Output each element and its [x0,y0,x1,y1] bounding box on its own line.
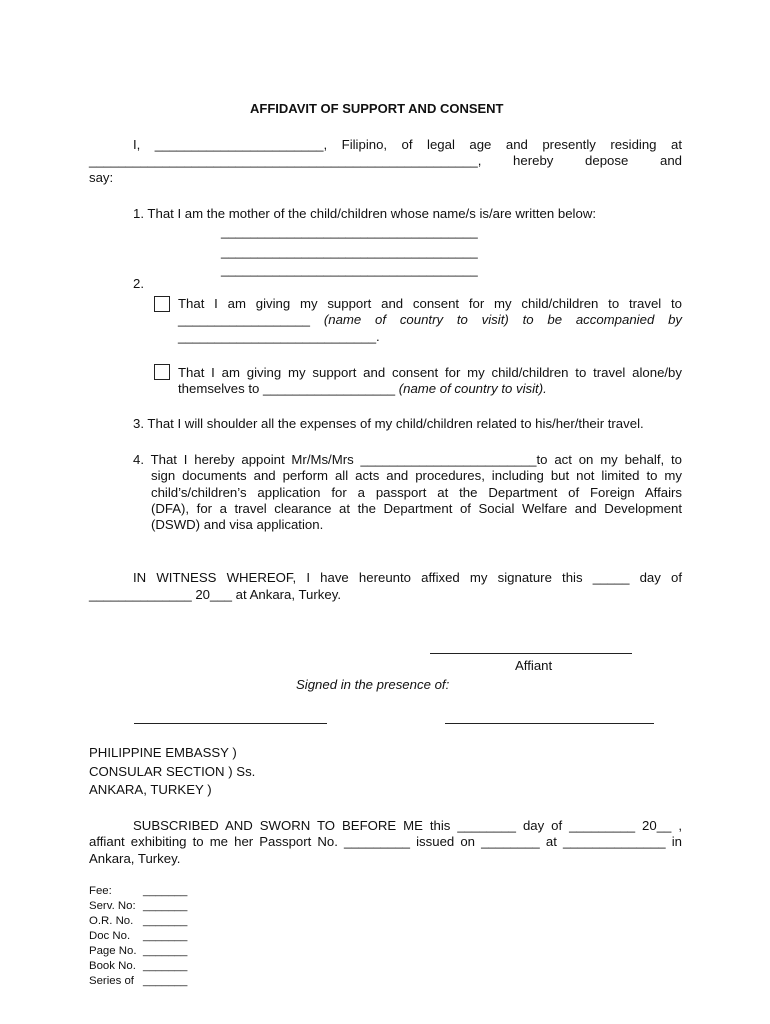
series-blank: _______ [143,975,188,987]
serv-no-blank: _______ [143,900,188,912]
jurat-line-3: Ankara, Turkey. [89,851,181,866]
item-4-line-1: 4. That I hereby appoint Mr/Ms/Mrs ________________________to act on my behalf, to [133,452,682,467]
option-a-line-2 [178,312,682,328]
option-a-line-1: That I am giving my support and consent for my child/children to travel to [178,296,682,311]
jurat-line-1: SUBSCRIBED AND SWORN TO BEFORE ME this ________ day of _________ 20__ , [133,818,682,833]
option-a-line-3: ___________________________. [178,329,380,344]
item-1-text: 1. That I am the mother of the child/children whose name/s is/are written below: [133,206,597,221]
option-b-line-2 [178,381,547,397]
page-no-label: Page No. [89,945,137,957]
intro-line-3: say: [89,170,114,185]
serv-no-label: Serv. No: [89,900,136,912]
or-no-label: O.R. No. [89,915,134,927]
affiant-label: Affiant [515,658,553,673]
jurat-line-2: affiant exhibiting to me her Passport No. _________ issued on ________ at ______________ in [89,834,682,849]
option-a-country-blank: __________________ [178,312,311,327]
page-no-blank: _______ [143,945,188,957]
fee-label: Fee: [89,885,112,897]
doc-no-label: Doc No. [89,930,131,942]
book-no-blank: _______ [143,960,188,972]
witness-line-2: ______________ 20___ at Ankara, Turkey. [89,587,341,602]
venue-line-1: PHILIPPINE EMBASSY ) [89,745,237,760]
witness-signature-line-1 [134,723,327,724]
item-4-line-5: (DSWD) and visa application. [151,517,324,532]
presence-label: Signed in the presence of: [296,677,450,692]
document-title: AFFIDAVIT OF SUPPORT AND CONSENT [250,101,504,116]
child-name-blank-3: ___________________________________ [221,262,478,277]
fee-blank: _______ [143,885,188,897]
affiant-signature-line [430,653,632,654]
or-no-blank: _______ [143,915,188,927]
venue-line-3: ANKARA, TURKEY ) [89,782,212,797]
alone-checkbox[interactable] [154,364,170,380]
series-label: Series of [89,975,134,987]
item-3-text: 3. That I will shoulder all the expenses of my child/children related to his/her/their travel. [133,416,644,431]
accompanied-checkbox[interactable] [154,296,170,312]
item-4-line-2: sign documents and perform all acts and procedures, including but not limited to my [151,468,682,483]
child-name-blank-1: ___________________________________ [221,224,478,239]
option-a-country-hint: (name of country to visit) to be accompanied by [323,312,682,327]
intro-line-2: _____________________________________________________, hereby depose and [89,153,682,168]
doc-no-blank: _______ [143,930,188,942]
witness-line-1: IN WITNESS WHEREOF, I have hereunto affixed my signature this _____ day of [133,570,682,585]
option-b-country-hint: (name of country to visit). [398,381,547,396]
child-name-blank-2: ___________________________________ [221,244,478,259]
book-no-label: Book No. [89,960,136,972]
intro-line-1: I, _______________________, Filipino, of legal age and presently residing at [133,137,682,152]
item-2-number: 2. [133,276,144,291]
option-b-line-1: That I am giving my support and consent for my child/children to travel alone/by [178,365,682,380]
option-b-country-text: themselves to __________________ [178,381,396,396]
item-4-line-3: child’s/children’s application for a passport at the Department of Foreign Affairs [151,485,682,500]
venue-line-2: CONSULAR SECTION ) Ss. [89,764,256,779]
witness-signature-line-2 [445,723,654,724]
item-4-line-4: (DFA), for a travel clearance at the Department of Social Welfare and Development [151,501,682,516]
